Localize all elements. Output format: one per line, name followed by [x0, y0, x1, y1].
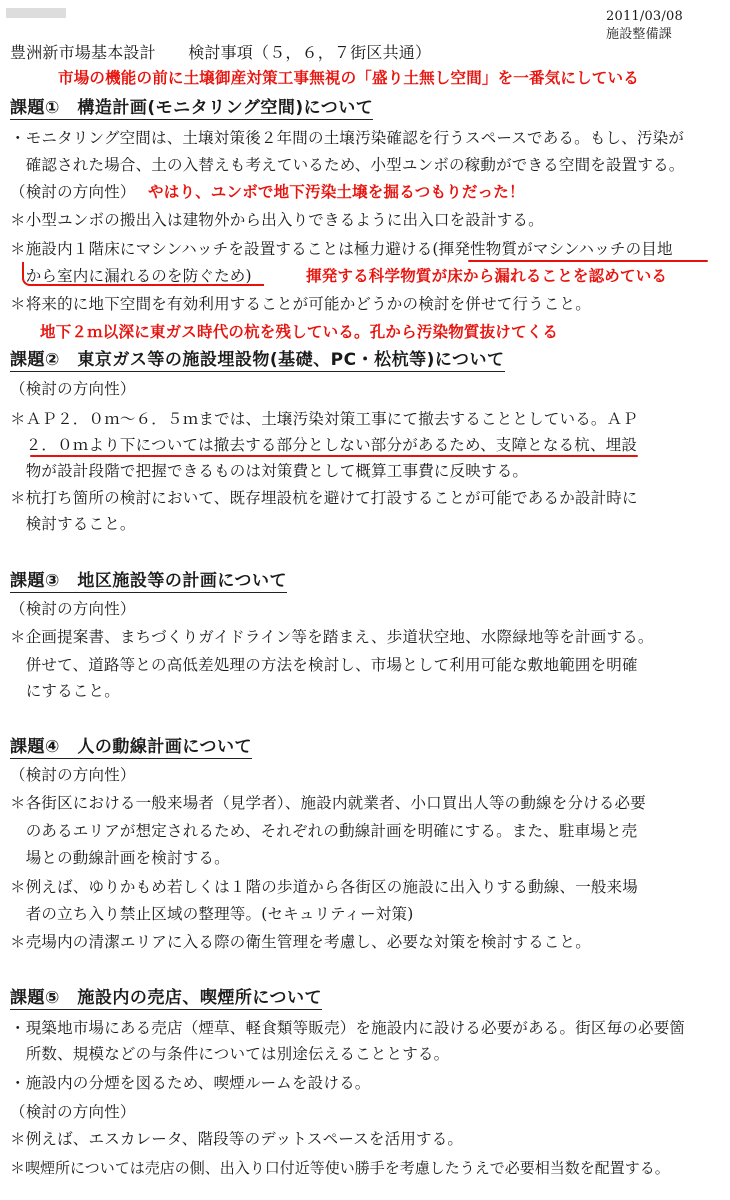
section-2-line: ＊ＡＰ２．０ｍ～６．５ｍまでは、土壌汚染対策工事にて撤去することとしている。ＡＰ — [10, 410, 639, 428]
section-3-heading: 課題③ 地区施設等の計画について — [10, 571, 288, 591]
section-2-line: 物が設計段階で把握できるものは対策費として概算工事費に反映する。 — [10, 462, 529, 480]
section-2-line: （検討の方向性） — [10, 380, 136, 398]
section-1-line: から室内に漏れるのを防ぐため) — [10, 267, 252, 285]
section-2-heading: 課題② 東京ガス等の施設埋設物(基礎、PC・松杭等)について — [10, 350, 505, 370]
section-5-line: ・現築地市場にある売店（煙草、軽食類等販売）を施設内に設ける必要がある。街区毎の必要箇 — [10, 1019, 686, 1037]
section-1-line: ＊将来的に地下空間を有効利用することが可能かどうかの検討を併せて行うこと。 — [10, 295, 591, 313]
section-1-line: ＊施設内１階床にマシンハッチを設置することは極力避ける(揮発性物質がマシンハッチの目地 — [10, 240, 673, 258]
section-3-line: （検討の方向性） — [10, 600, 136, 618]
section-1-line: （検討の方向性） — [10, 183, 136, 201]
section-4-line: 場との動線計画を検討する。 — [10, 849, 230, 867]
annotation-piles: 地下２ｍ以深に東ガス時代の杭を残している。孔から汚染物質抜けてくる — [40, 323, 559, 341]
document-date: 2011/03/08 — [606, 9, 683, 24]
red-underline — [22, 262, 264, 286]
annotation-yumbo: やはり、ユンボで地下汚染土壌を掘るつもりだった！ — [148, 183, 525, 201]
section-1-line: 確認された場合、土の入替えも考えているため、小型ユンボの稼動ができる空間を設置する。 — [10, 156, 685, 174]
section-5-line: ＊喫煙所については売店の側、出入り口付近等使い勝手を考慮したうえで必要相当数を配置する。 — [10, 1159, 670, 1177]
annotation-top: 市場の機能の前に土壌御産対策工事無視の「盛り土無し空間」を一番気にしている — [58, 69, 639, 87]
department-name: 施設整備課 — [606, 27, 673, 42]
section-5-line: ・施設内の分煙を図るため、喫煙ルームを設ける。 — [10, 1074, 371, 1092]
section-4-line: ＊例えば、ゆりかもめ若しくは１階の歩道から各街区の施設に出入りする動線、一般来場 — [10, 878, 639, 896]
document-title: 豊洲新市場基本設計 検討事項（５，６，７街区共通） — [10, 43, 432, 62]
section-4-heading: 課題④ 人の動線計画について — [10, 737, 253, 757]
section-5-heading: 課題⑤ 施設内の売店、喫煙所について — [10, 988, 323, 1008]
section-1-line: ＊小型ユンボの搬出入は建物外から出入りできるように出入口を設計する。 — [10, 211, 544, 229]
red-underline — [30, 455, 638, 457]
section-2-line: ＊杭打ち箇所の検討において、既存埋設杭を避けて打設することが可能であるか設計時に — [10, 489, 638, 507]
section-5-line: ＊例えば、エスカレータ、階段等のデットスペースを活用する。 — [10, 1130, 464, 1148]
section-4-line: ＊売場内の清潔エリアに入る際の衛生管理を考慮し、必要な対策を検討すること。 — [10, 933, 591, 951]
section-5-line: 所数、規模などの与条件については別途伝えることとする。 — [10, 1045, 450, 1063]
section-2-line: ２．０ｍより下については撤去する部分としない部分があるため、支障となる杭、埋設 — [10, 436, 638, 454]
section-4-line: （検討の方向性） — [10, 766, 136, 784]
section-3-line: 併せて、道路等との高低差処理の方法を検討し、市場として利用可能な敷地範囲を明確 — [10, 656, 638, 674]
section-3-line: ＊企画提案書、まちづくりガイドライン等を踏まえ、歩道状空地、水際緑地等を計画する。 — [10, 628, 654, 646]
section-1-line: ・モニタリング空間は、土壌対策後２年間の土壌汚染確認を行うスペースである。もし、汚染が — [10, 129, 685, 147]
section-5-line: （検討の方向性） — [10, 1103, 136, 1121]
section-2-line: 検討すること。 — [10, 515, 136, 533]
section-3-line: にすること。 — [10, 682, 120, 700]
section-1-heading: 課題① 構造計画(モニタリング空間)について — [10, 98, 374, 118]
section-4-line: ＊各街区における一般来場者（見学者）、施設内就業者、小口買出人等の動線を分ける必要 — [10, 794, 646, 812]
annotation-volatile: 揮発する科学物質が床から漏れることを認めている — [306, 267, 668, 285]
section-4-line: 者の立ち入り禁止区域の整理等。(セキュリティー対策) — [10, 905, 414, 923]
scan-smudge — [6, 8, 66, 18]
section-4-line: のあるエリアが想定されるため、それぞれの動線計画を明確にする。また、駐車場と売 — [10, 822, 638, 840]
red-underline — [468, 260, 708, 262]
